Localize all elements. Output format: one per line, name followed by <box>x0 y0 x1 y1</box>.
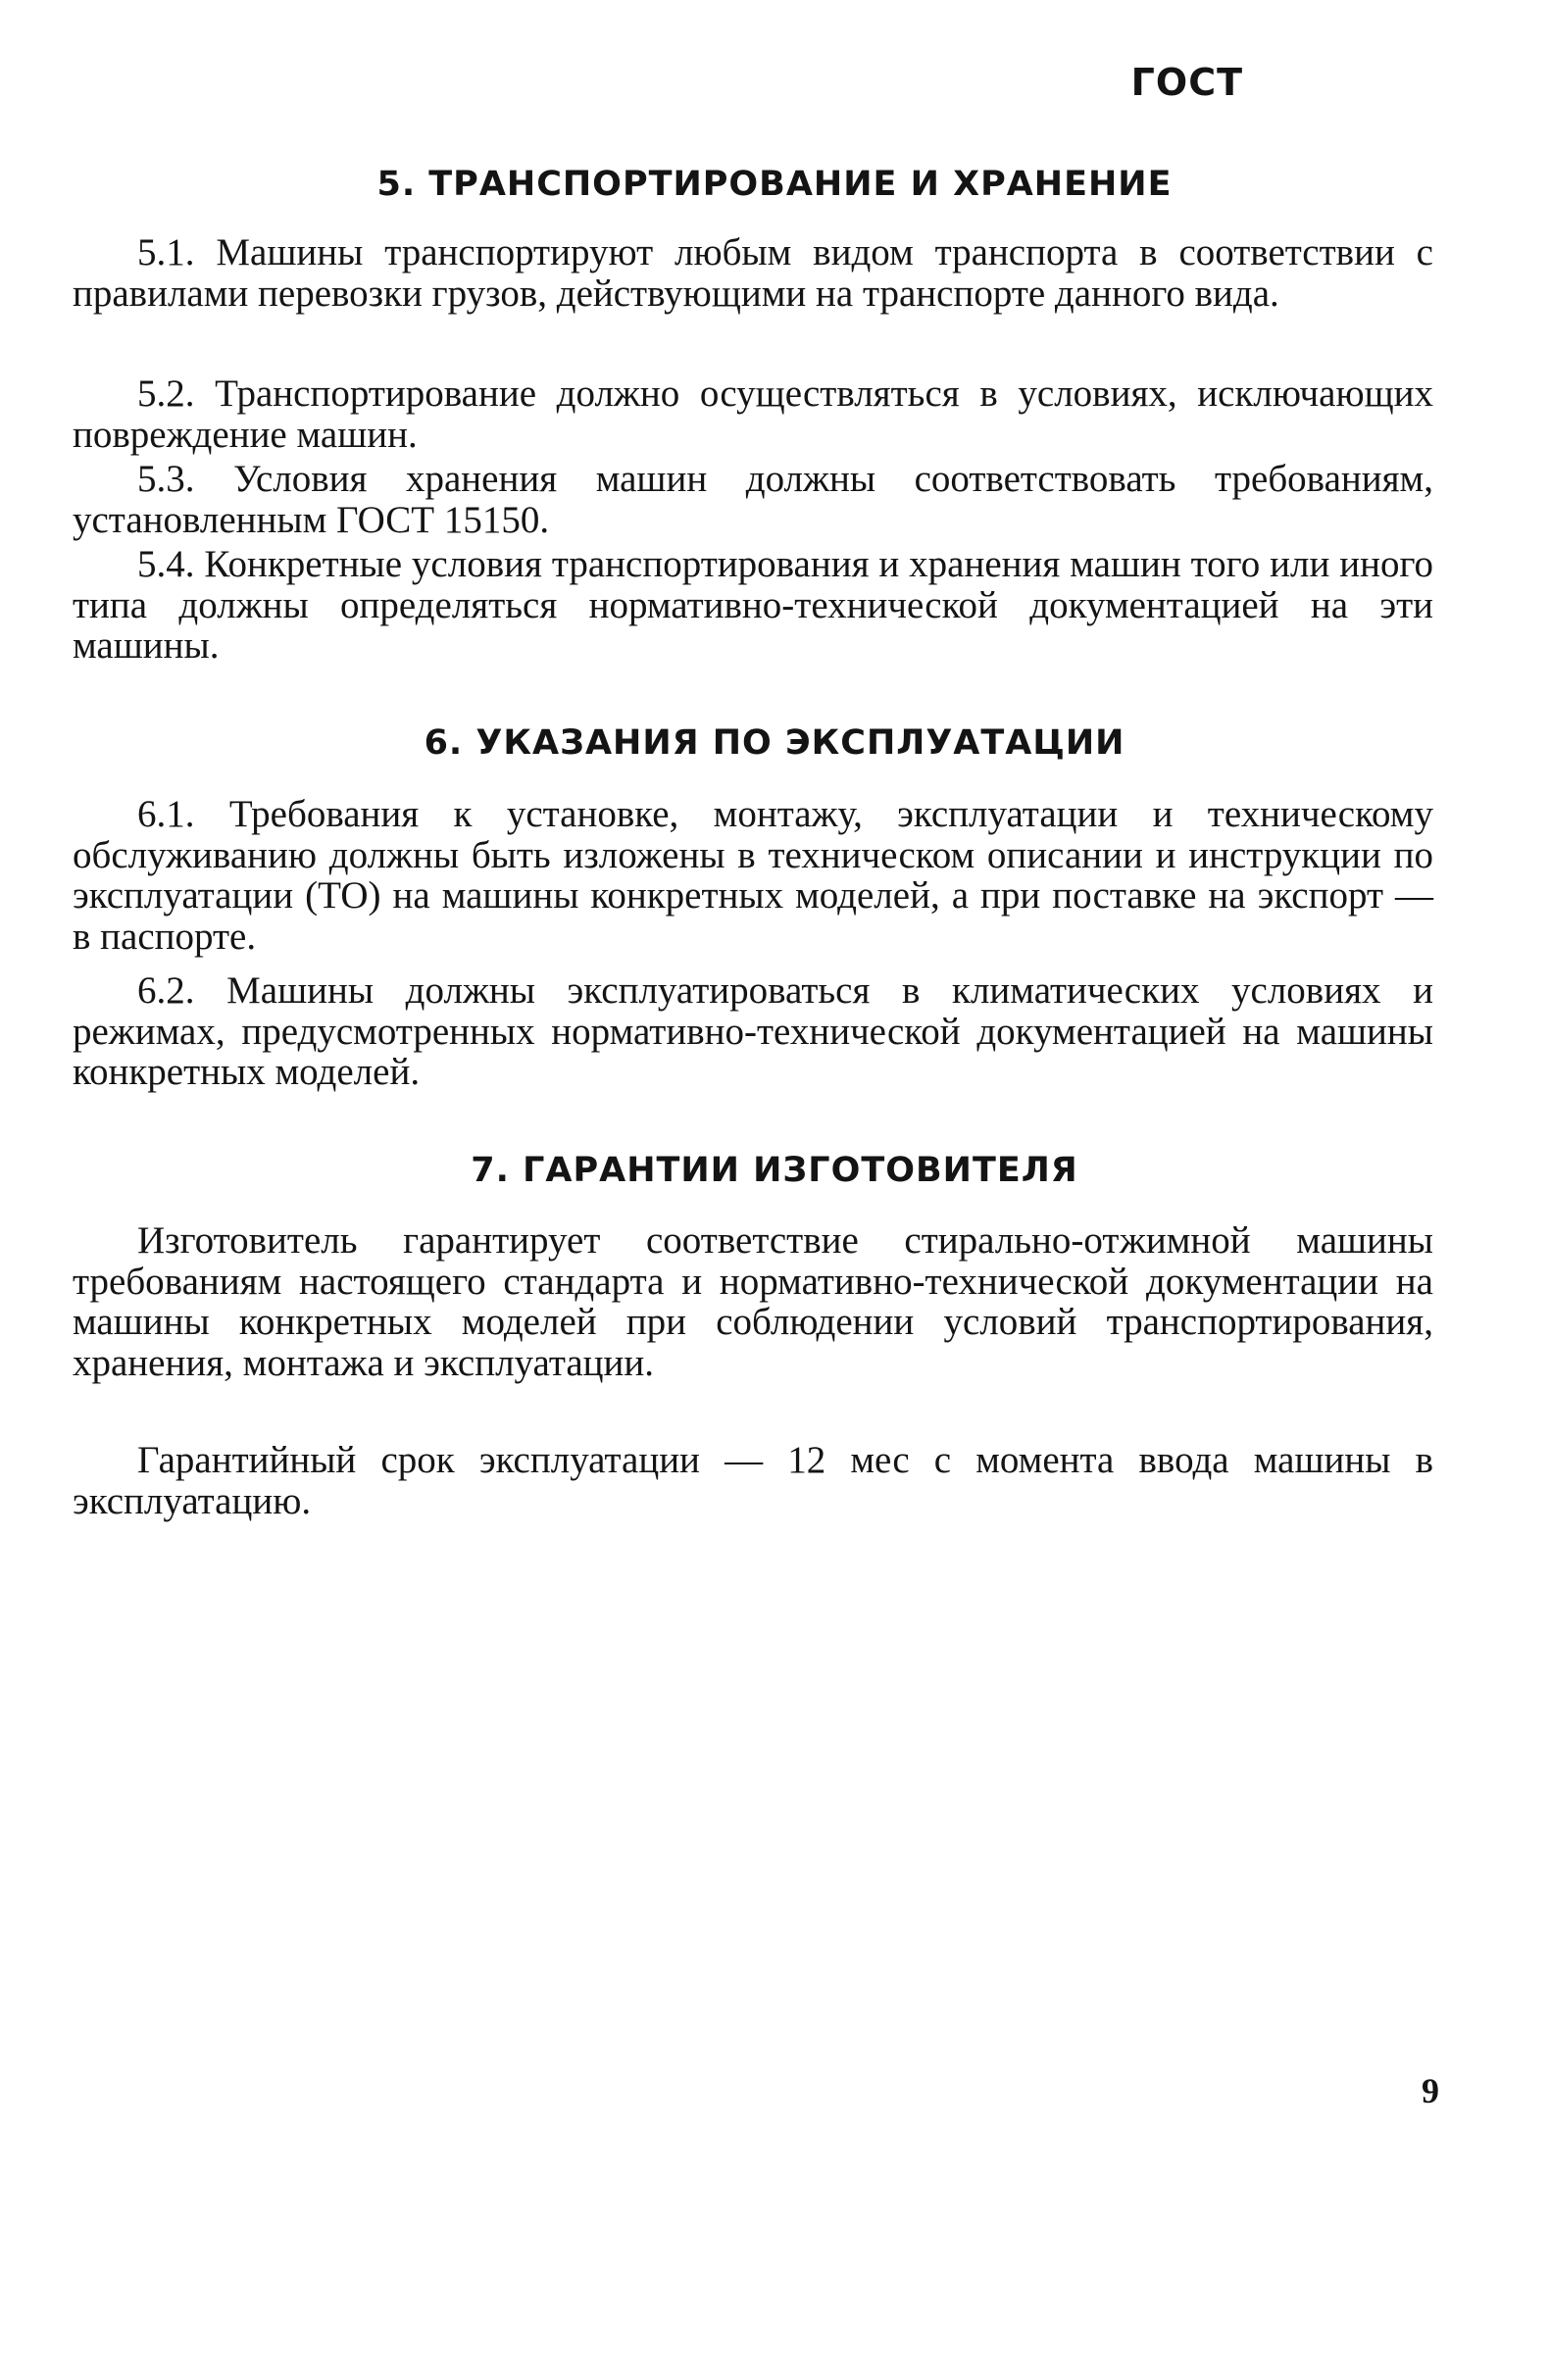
page-number: 9 <box>1422 2071 1439 2110</box>
paragraph-5-3: 5.3. Условия хранения машин должны соответствовать требованиям, установленным ГОСТ 15150. <box>73 458 1433 541</box>
paragraph-7-2: Гарантийный срок эксплуатации — 12 мес с момента ввода машины в эксплуатацию. <box>73 1439 1433 1522</box>
paragraph-7-1: Изготовитель гарантирует соответствие стирально-отжимной машины требованиям настоящего стандарта и нормативно-технической документации на машины конкретных моделей при соблюдении условий транспортирования, хранения, монтажа и эксплуатации. <box>73 1219 1433 1384</box>
paragraph-6-2: 6.2. Машины должны эксплуатироваться в климатических условиях и режимах, предусмотренных нормативно-технической документацией на машины конкретных моделей. <box>73 969 1433 1093</box>
paragraph-6-1: 6.1. Требования к установке, монтажу, эксплуатации и техническому обслуживанию должны быть изложены в техническом описании и инструкции по эксплуатации (ТО) на машины конкретных моделей, а при поставке на экспорт — в паспорте. <box>73 793 1433 958</box>
section-7-heading: 7. ГАРАНТИИ ИЗГОТОВИТЕЛЯ <box>471 1151 1078 1190</box>
paragraph-5-1: 5.1. Машины транспортируют любым видом транспорта в соответствии с правилами перевозки грузов, действующими на транспорте данного вида. <box>73 231 1433 315</box>
header-standard-label: ГОСТ <box>1130 61 1243 104</box>
paragraph-5-4: 5.4. Конкретные условия транспортирования и хранения машин того или иного типа должны определяться нормативно-технической документацией на эти машины. <box>73 543 1433 667</box>
section-5-heading: 5. ТРАНСПОРТИРОВАНИЕ И ХРАНЕНИЕ <box>376 165 1173 204</box>
section-6-heading: 6. УКАЗАНИЯ ПО ЭКСПЛУАТАЦИИ <box>424 723 1125 763</box>
paragraph-5-2: 5.2. Транспортирование должно осуществляться в условиях, исключающих повреждение машин. <box>73 372 1433 456</box>
